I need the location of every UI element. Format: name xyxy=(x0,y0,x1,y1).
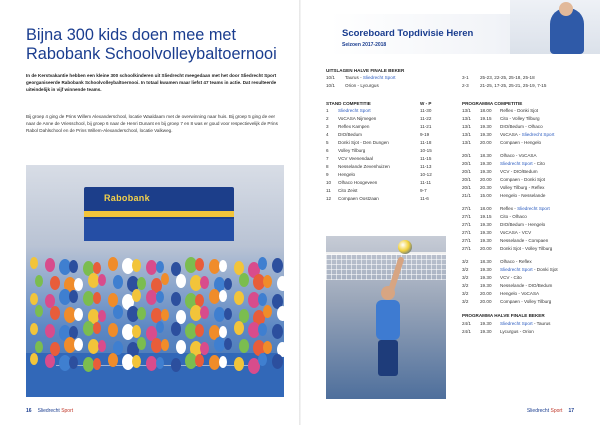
crowd-figure xyxy=(74,278,83,291)
match-text: VoCASA - xyxy=(500,132,522,137)
programma-time: 18.30 xyxy=(480,153,492,158)
programma-date: 27/1 xyxy=(462,246,471,251)
stand-position: 11 xyxy=(326,188,331,193)
programma-match xyxy=(500,161,545,167)
match-team-highlight: Sliedrecht Sport xyxy=(517,206,550,211)
crowd-figure xyxy=(132,355,141,368)
crowd-figure xyxy=(113,305,123,319)
stand-position: 7 xyxy=(326,156,329,161)
match-text: Compaen - Hengelo xyxy=(500,140,542,145)
uitslagen-title: UITSLAGEN HALVE FINALE BEKER xyxy=(326,68,405,73)
crowd-figure xyxy=(277,306,284,321)
article-headline xyxy=(26,26,296,64)
crowd-figure xyxy=(45,354,55,368)
stand-position: 1 xyxy=(326,108,329,113)
programma-time: 20.00 xyxy=(480,177,492,182)
programma-date: 13/1 xyxy=(462,108,471,113)
programma-match xyxy=(500,140,541,146)
match-text: VoCASA - VCV xyxy=(500,230,532,235)
match-team-highlight: Sliedrecht Sport xyxy=(521,132,555,137)
crowd-figure xyxy=(98,274,106,286)
beker-time: 19.30 xyxy=(480,329,492,334)
crowd-figure xyxy=(239,273,249,287)
programma-time: 20.00 xyxy=(480,246,492,251)
programma-date: 13/1 xyxy=(462,140,471,145)
programma-date: 3/2 xyxy=(462,259,469,264)
crowd-figure xyxy=(30,353,38,365)
stand-wp: 11-18 xyxy=(420,140,432,145)
crowd-figure xyxy=(156,291,164,303)
crowd-figure xyxy=(258,353,267,366)
crowd-figure xyxy=(263,305,272,318)
programma-time: 19.30 xyxy=(480,267,492,272)
match-text: Cito - Volley Tilburg xyxy=(500,116,540,121)
beker-date: 24/1 xyxy=(462,329,471,334)
stand-title: STAND COMPETITIE xyxy=(326,101,371,106)
match-text: Donki Sjot - Volley Tilburg xyxy=(500,246,553,251)
stand-position: 2 xyxy=(326,116,329,121)
banner-stripe xyxy=(84,211,234,217)
uitslag-team-highlight: Sliedrecht Sport xyxy=(362,75,396,80)
crowd-figure xyxy=(30,323,38,335)
programma-match xyxy=(500,246,552,252)
crowd-figure xyxy=(224,308,232,320)
programma-time: 19.30 xyxy=(480,222,492,227)
article-body: Bij groep 4 ging de Prins Willem Alexanderschool, locatie Waaldaam met de overwinning naar huis. Bij groep 5 ging de eer naar de Anne de Vriesschool, bij groep 6 naar de Henri Dunant en bij groep 7 en 8 was er goud voor respectievelijk de Prins Rabol Dahlschool en de Prins Willem-Alexanderschool, locatie Valkweg. xyxy=(26,114,278,133)
crowd-figure xyxy=(272,324,283,339)
beker-time: 19.30 xyxy=(480,321,492,326)
match-text: Olhaco - Reflex xyxy=(500,259,532,264)
programma-date: 20/1 xyxy=(462,169,471,174)
match-team-highlight: Sliedrecht Sport xyxy=(500,161,533,166)
uitslag-match xyxy=(345,83,379,89)
programma-match xyxy=(500,108,538,114)
programma-date: 3/2 xyxy=(462,267,469,272)
stand-team: VoCASA Nijmegen xyxy=(338,116,377,121)
match-text: Lycurgus - Orion xyxy=(500,329,534,334)
volleyball-photo xyxy=(326,236,446,399)
beker-programma-title: PROGRAMMA HALVE FINALE BEKER xyxy=(462,313,545,318)
match-text: DIO/Bedum - Olhaco xyxy=(500,124,543,129)
volleyball-ball xyxy=(398,240,412,254)
crowd-figure xyxy=(50,306,60,320)
programma-match xyxy=(500,299,551,305)
crowd-figure xyxy=(132,289,141,302)
crowd-figure xyxy=(132,325,141,338)
match-text-after: - Taurus xyxy=(532,321,551,326)
beker-match xyxy=(500,321,550,327)
stand-team: Reflex Kampen xyxy=(338,124,370,129)
match-text: Hengelo - VoCASA xyxy=(500,291,540,296)
stand-wp: 11-6 xyxy=(420,196,429,201)
crowd-figure xyxy=(74,338,83,351)
match-team-highlight: Sliedrecht Sport xyxy=(500,321,533,326)
stand-team: Cito Zeist xyxy=(338,188,358,193)
programma-time: 20.00 xyxy=(480,140,492,145)
match-text-after: - Donki Sjot xyxy=(532,267,558,272)
crowd-figure xyxy=(108,257,118,271)
match-text: Reflex - xyxy=(500,206,518,211)
crowd-figure xyxy=(161,309,169,321)
folio-brand-accent-right: Sport xyxy=(550,408,563,414)
programma-date: 20/1 xyxy=(462,161,471,166)
crowd-figure xyxy=(108,323,118,337)
programma-time: 19.30 xyxy=(480,132,492,137)
uitslag-sets: 21-25, 17-25, 25-21, 25-19, 7-15 xyxy=(480,83,547,88)
player-legs xyxy=(378,340,398,376)
stand-team: Donki Sjot - Den Dungen xyxy=(338,140,389,145)
uitslag-date: 10/1 xyxy=(326,83,335,88)
programma-date: 3/2 xyxy=(462,299,469,304)
programma-date: 27/1 xyxy=(462,206,471,211)
stand-wp: 11-21 xyxy=(420,124,432,129)
programma-time: 19.30 xyxy=(480,275,492,280)
crowd-figure xyxy=(45,258,55,272)
match-text: VCV - Cito xyxy=(500,275,522,280)
programma-time: 19.30 xyxy=(480,124,492,129)
programma-match xyxy=(500,206,550,212)
page-number-left: 16 xyxy=(26,408,32,414)
crowd-figure xyxy=(171,358,181,372)
programma-date: 20/1 xyxy=(462,185,471,190)
stand-position: 8 xyxy=(326,164,329,169)
crowd-figure xyxy=(30,257,38,269)
crowd-figure xyxy=(35,305,43,317)
stand-wp: 9-19 xyxy=(420,132,430,137)
programma-time: 18.00 xyxy=(480,206,492,211)
programma-date: 21/1 xyxy=(462,193,471,198)
kids-crowd xyxy=(26,249,284,397)
crowd-figure xyxy=(113,275,123,289)
crowd-figure xyxy=(74,308,83,321)
folio-right xyxy=(527,408,574,414)
crowd-figure xyxy=(35,275,43,287)
stand-wp: 10-15 xyxy=(420,148,432,153)
crowd-figure xyxy=(30,293,38,305)
programma-match xyxy=(500,124,543,130)
programma-date: 20/1 xyxy=(462,177,471,182)
article-lead: In de Kerstvakantie hebben een kleine 300 schoolkinderen uit Sliedrecht meegedaan met het door Sliedrecht Sport georganiseerde Rabobank Schoolvolleybaltoernooi. In totaal kwamen maar liefst 47 teams in actie. Dat resulteerde uiteindelijk in vijf winnende teams. xyxy=(26,73,277,92)
crowd-figure xyxy=(45,324,55,338)
programma-time: 19.30 xyxy=(480,169,492,174)
uitslag-result: 3-1 xyxy=(462,75,469,80)
match-text: Reflex - Donki Sjot xyxy=(500,108,539,113)
programma-date: 27/1 xyxy=(462,238,471,243)
match-text: DIO/Bedum - Hengelo xyxy=(500,222,546,227)
stand-team: DIO/Bedum xyxy=(338,132,362,137)
stand-position: 4 xyxy=(326,132,329,137)
programma-date: 3/2 xyxy=(462,291,469,296)
crowd-figure xyxy=(69,290,78,303)
banner-lower xyxy=(84,219,234,241)
programma-time: 15.00 xyxy=(480,193,492,198)
programma-date: 13/1 xyxy=(462,124,471,129)
programma-time: 18.30 xyxy=(480,259,492,264)
folio-brand-right: Sliedrecht xyxy=(526,408,550,414)
player-torso xyxy=(376,300,400,340)
crowd-figure xyxy=(224,278,232,290)
match-text: Compaen - Volley Tilburg xyxy=(500,299,552,304)
match-text: Olhaco - VoCASA xyxy=(500,153,537,158)
crowd-figure xyxy=(98,310,106,322)
stand-wp: 10-12 xyxy=(420,172,432,177)
crowd-figure xyxy=(234,321,244,335)
crowd-figure xyxy=(171,322,181,336)
crowd-figure xyxy=(137,277,146,290)
programma-match xyxy=(500,177,545,183)
programma-match xyxy=(500,116,540,122)
stand-team: Olhaco Hoogeveen xyxy=(338,180,378,185)
crowd-figure xyxy=(234,357,244,371)
header-photo xyxy=(510,0,600,54)
crowd-figure xyxy=(195,258,204,271)
programma-title: PROGRAMMA COMPETITIE xyxy=(462,101,523,106)
crowd-figure xyxy=(272,354,283,369)
programma-date: 27/1 xyxy=(462,214,471,219)
beker-match xyxy=(500,329,534,335)
crowd-figure xyxy=(137,307,146,320)
programma-time: 19.15 xyxy=(480,214,492,219)
team-photo xyxy=(26,165,284,397)
uitslag-match xyxy=(345,75,396,81)
stand-team: Volley Tilburg xyxy=(338,148,366,153)
crowd-figure xyxy=(195,324,204,337)
stand-team: Hengelo xyxy=(338,172,356,177)
stand-wp: 11-11 xyxy=(420,180,432,185)
crowd-figure xyxy=(69,260,78,273)
crowd-figure xyxy=(69,356,78,369)
crowd-figure xyxy=(263,275,272,288)
headline-line-1: Bijna 300 kids doen mee met xyxy=(26,26,236,44)
crowd-figure xyxy=(161,339,169,351)
crowd-figure xyxy=(258,257,267,270)
crowd-figure xyxy=(108,353,118,367)
crowd-figure xyxy=(219,356,227,368)
crowd-figure xyxy=(272,258,283,273)
programma-match xyxy=(500,153,537,159)
stand-wp: 11-30 xyxy=(420,108,432,113)
crowd-figure xyxy=(156,321,164,333)
crowd-figure xyxy=(93,292,101,304)
crowd-figure xyxy=(200,342,209,355)
programma-time: 19.15 xyxy=(480,116,492,121)
stand-wp: 11-13 xyxy=(420,164,432,169)
programma-date: 27/1 xyxy=(462,222,471,227)
rabobank-banner xyxy=(84,187,234,241)
programma-match xyxy=(500,283,552,289)
stand-position: 3 xyxy=(326,124,329,129)
crowd-figure xyxy=(200,276,209,289)
programma-match xyxy=(500,291,539,297)
crowd-figure xyxy=(35,341,43,353)
programma-date: 3/2 xyxy=(462,283,469,288)
crowd-figure xyxy=(219,290,227,302)
programma-date: 3/2 xyxy=(462,275,469,280)
match-text: Nesselande - DIO/Bedum xyxy=(500,283,553,288)
stand-team: Compaen Oostzaan xyxy=(338,196,379,201)
headline-line-2: Rabobank Schoolvolleybaltoernooi xyxy=(26,45,277,63)
crowd-figure xyxy=(239,339,249,353)
stand-wp-header: W - P xyxy=(420,101,432,106)
match-text: Nesselande - Compaen xyxy=(500,238,549,243)
programma-time: 20.00 xyxy=(480,291,492,296)
programma-time: 19.30 xyxy=(480,230,492,235)
stand-wp: 11-15 xyxy=(420,156,432,161)
stand-position: 6 xyxy=(326,148,329,153)
stand-team: Sliedrecht Sport xyxy=(338,108,371,113)
crowd-figure xyxy=(156,357,164,369)
match-text: Cito - Olhaco xyxy=(500,214,527,219)
programma-match xyxy=(500,275,522,281)
player-head xyxy=(381,286,395,300)
crowd-figure xyxy=(195,354,204,367)
stand-position: 12 xyxy=(326,196,332,201)
programma-date: 13/1 xyxy=(462,132,471,137)
stand-position: 10 xyxy=(326,180,332,185)
crowd-figure xyxy=(224,338,232,350)
folio-left xyxy=(26,408,73,414)
crowd-figure xyxy=(263,341,272,354)
programma-time: 19.30 xyxy=(480,283,492,288)
scoreboard-season: Seizoen 2017-2018 xyxy=(342,42,387,48)
programma-time: 18.00 xyxy=(480,108,492,113)
crowd-figure xyxy=(277,276,284,291)
crowd-figure xyxy=(176,274,186,288)
crowd-figure xyxy=(132,259,141,272)
crowd-figure xyxy=(200,306,209,319)
stand-position: 9 xyxy=(326,172,329,177)
programma-time: 20.30 xyxy=(480,185,492,190)
match-team-highlight: Sliedrecht Sport xyxy=(500,267,533,272)
crowd-figure xyxy=(234,291,244,305)
beker-date: 24/1 xyxy=(462,321,471,326)
volleyball-player xyxy=(370,276,406,376)
programma-date: 13/1 xyxy=(462,116,471,121)
uitslag-team: Taurus - xyxy=(345,75,363,80)
folio-brand-left: Sliedrecht xyxy=(37,408,60,414)
programma-match xyxy=(500,132,554,138)
crowd-figure xyxy=(156,261,164,273)
programma-time: 20.00 xyxy=(480,299,492,304)
programma-time: 19.30 xyxy=(480,161,492,166)
programma-match xyxy=(500,230,531,236)
match-text: Compaen - Donki Sjot xyxy=(500,177,545,182)
match-text-after: - Cito xyxy=(532,161,545,166)
header-photo-head xyxy=(559,2,573,16)
programma-match xyxy=(500,222,545,228)
programma-time: 19.30 xyxy=(480,238,492,243)
programma-match xyxy=(500,185,544,191)
crowd-figure xyxy=(93,322,101,334)
stand-position: 5 xyxy=(326,140,329,145)
stand-team: Nesselande Zevenhuizen xyxy=(338,164,390,169)
page-fold xyxy=(299,0,301,425)
crowd-figure xyxy=(93,358,101,370)
programma-match xyxy=(500,267,558,273)
crowd-figure xyxy=(176,340,186,354)
uitslag-team: Orion - Lycurgus xyxy=(345,83,379,88)
match-text: Hengelo - Nesselande xyxy=(500,193,546,198)
programma-date: 27/1 xyxy=(462,230,471,235)
programma-match xyxy=(500,238,548,244)
uitslag-result: 2-3 xyxy=(462,83,469,88)
crowd-figure xyxy=(171,292,181,306)
scoreboard-title: Scoreboard Topdivisie Heren xyxy=(342,28,474,39)
crowd-figure xyxy=(137,337,146,350)
programma-match xyxy=(500,214,527,220)
programma-match xyxy=(500,259,532,265)
crowd-figure xyxy=(98,340,106,352)
folio-brand-accent-left: Sport xyxy=(61,408,74,414)
banner-text: Rabobank xyxy=(104,193,150,203)
crowd-figure xyxy=(258,293,267,306)
programma-match xyxy=(500,169,538,175)
uitslag-sets: 25-23, 22-25, 25-18, 25-18 xyxy=(480,75,535,80)
stand-wp: 11-22 xyxy=(420,116,432,121)
stand-team: VCV Veenendaal xyxy=(338,156,373,161)
page-number-right: 17 xyxy=(568,408,574,414)
crowd-figure xyxy=(50,276,60,290)
stand-wp: 9-7 xyxy=(420,188,427,193)
uitslag-date: 10/1 xyxy=(326,75,335,80)
programma-match xyxy=(500,193,545,199)
crowd-figure xyxy=(219,260,227,272)
match-text: Volley Tilburg - Reflex xyxy=(500,185,545,190)
programma-date: 20/1 xyxy=(462,153,471,158)
crowd-figure xyxy=(258,323,267,336)
crowd-figure xyxy=(161,273,169,285)
match-text: VCV - DIO/Bedum xyxy=(500,169,538,174)
